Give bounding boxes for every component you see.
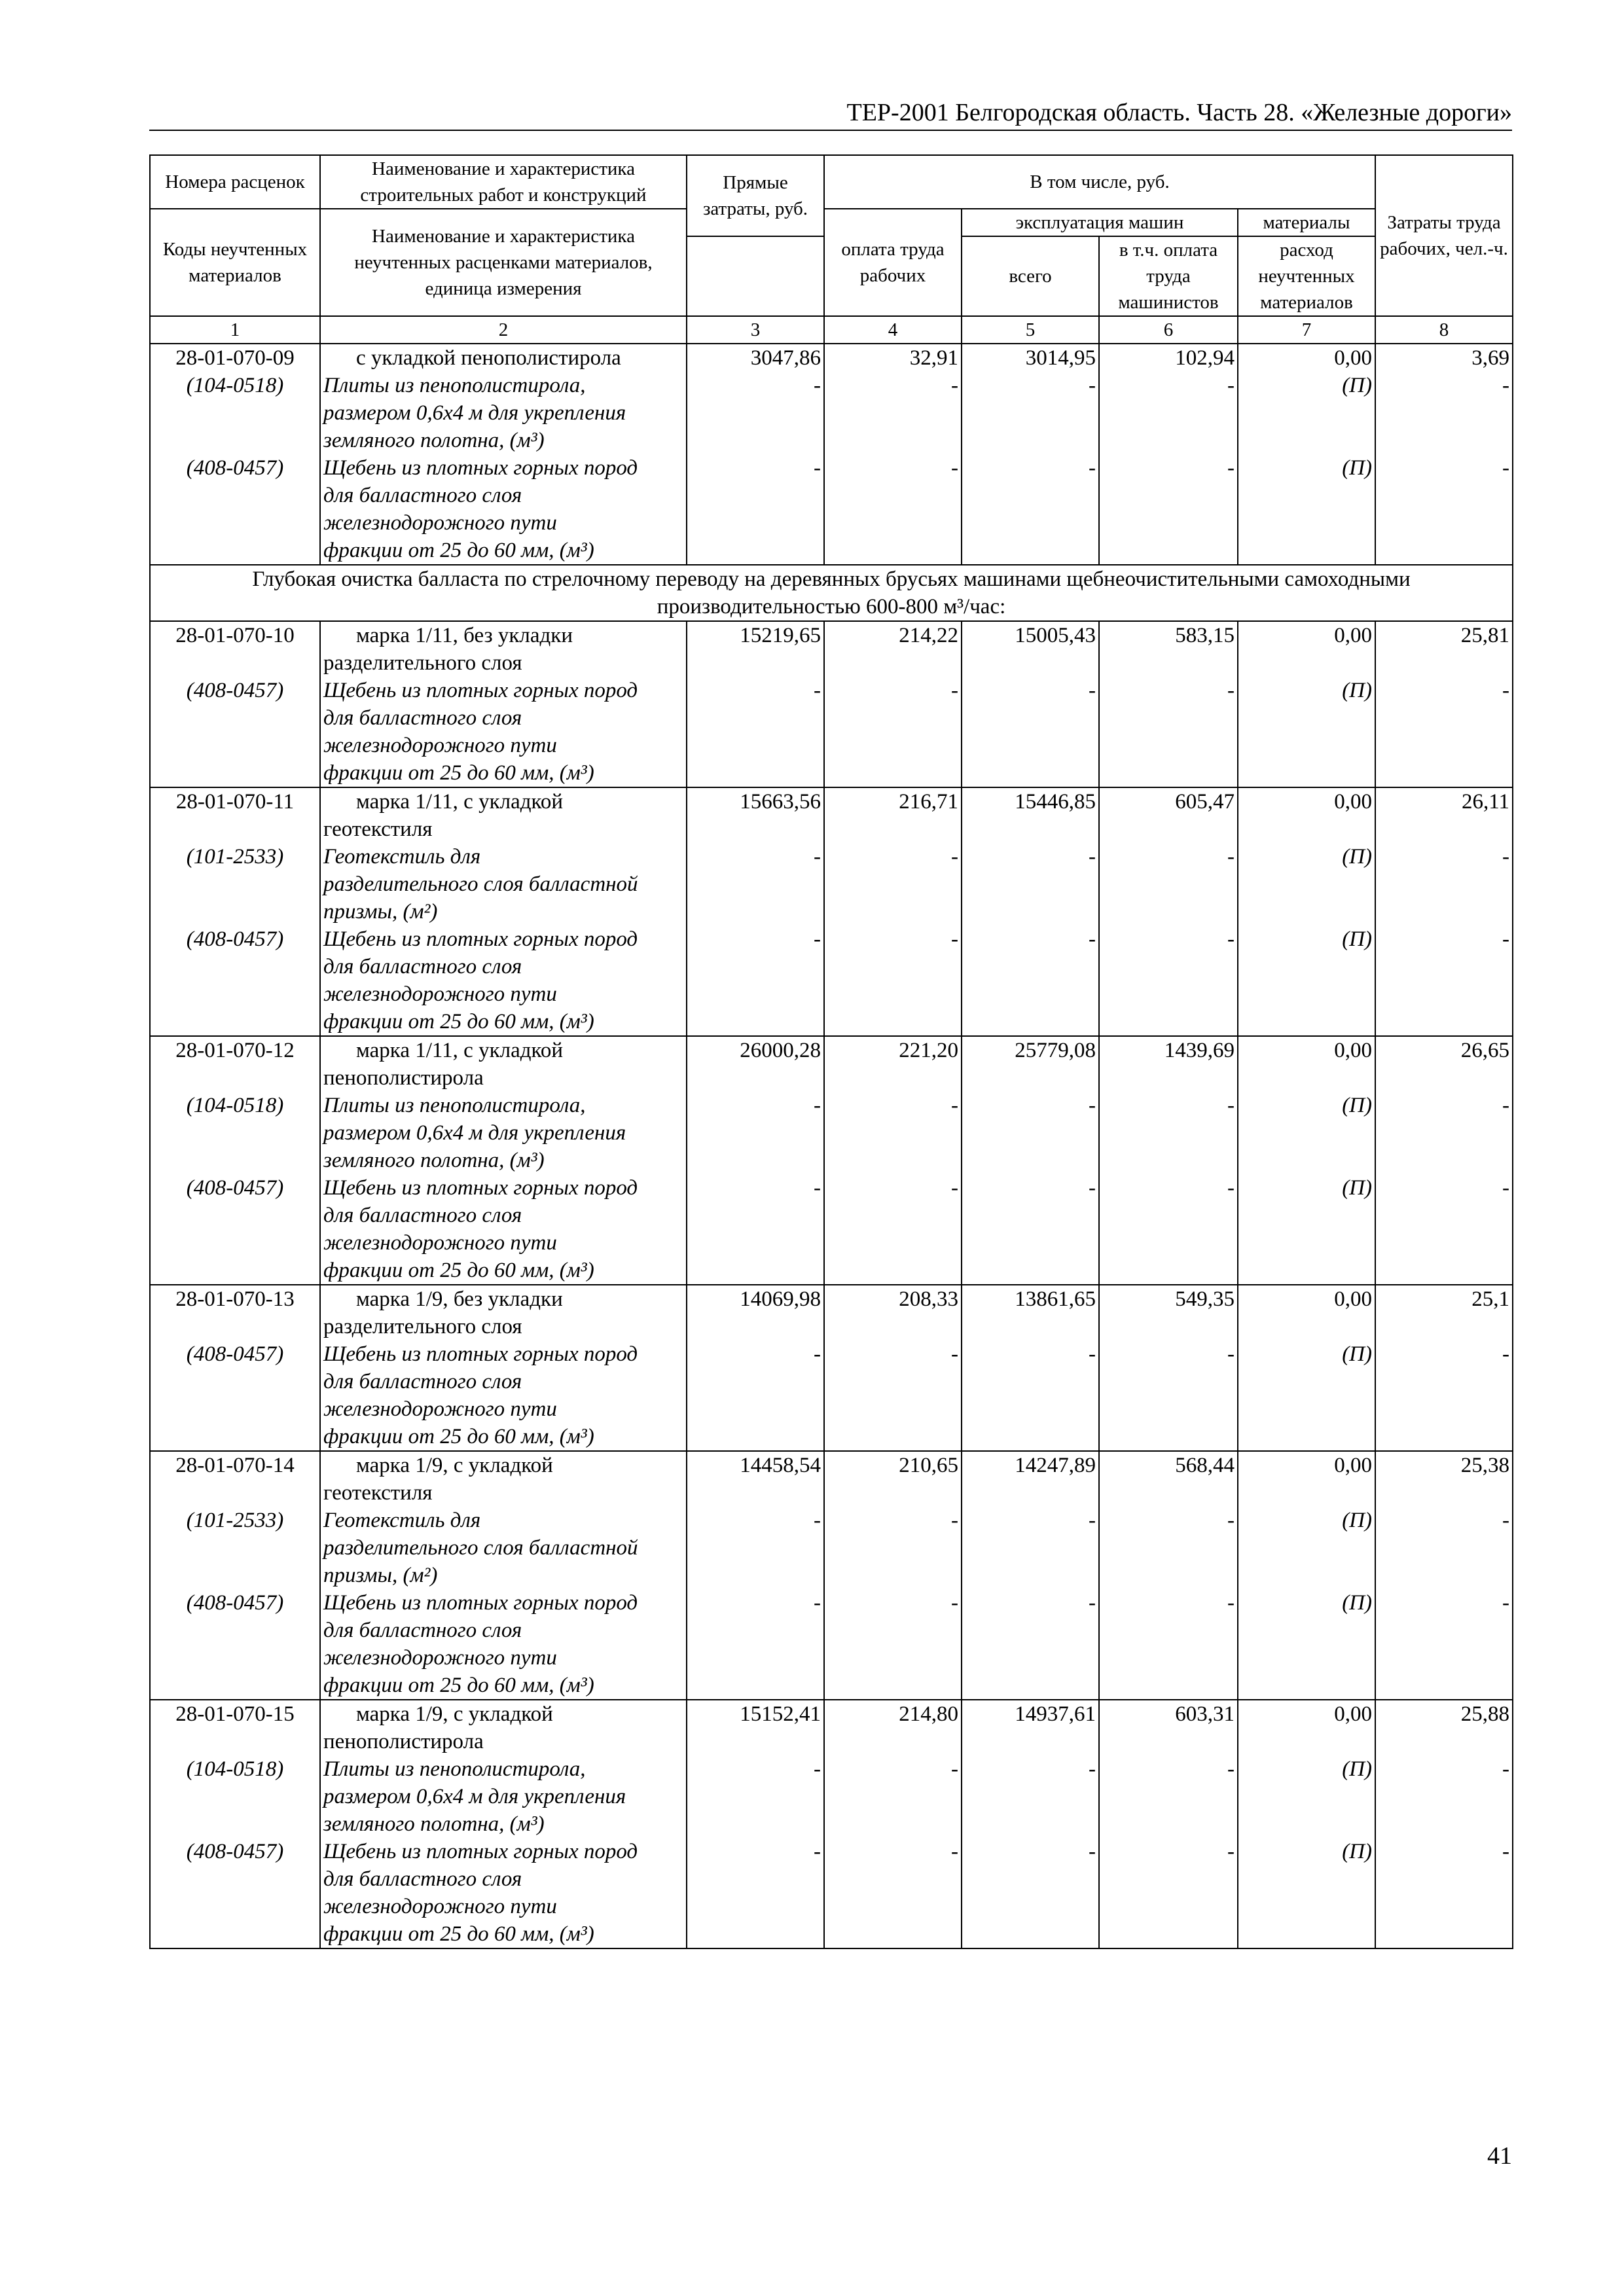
column-number: 4 [824, 316, 962, 344]
material-value: (П) [1342, 1840, 1372, 1863]
material-name-line: Щебень из плотных горных пород [323, 1840, 638, 1863]
rate-name-cell [320, 1036, 687, 1285]
material-value: - [1089, 1757, 1096, 1781]
material-name-line: призмы, (м²) [323, 900, 438, 924]
material-value: - [1502, 1342, 1509, 1366]
value-cell [1099, 621, 1238, 787]
material-name-line: Щебень из плотных горных пород [323, 456, 638, 480]
material-value: - [814, 679, 821, 702]
value-cell [824, 1036, 962, 1285]
page-number: 41 [1487, 2142, 1512, 2170]
material-name-line: железнодорожного пути [323, 734, 557, 757]
rates-in-section [150, 621, 1513, 1948]
value-cell [824, 1700, 962, 1948]
material-code: (104-0518) [186, 1094, 284, 1117]
material-value: (П) [1342, 1757, 1372, 1781]
rate-code-cell [150, 1700, 320, 1948]
rate-code-cell [150, 344, 320, 565]
material-value: - [1227, 1757, 1235, 1781]
material-value: - [1502, 1509, 1509, 1532]
rate-value: 13861,65 [1015, 1287, 1096, 1311]
material-value: - [814, 1176, 821, 1200]
rate-name-line: марка 1/11, с укладкой [356, 1039, 564, 1062]
material-value: - [1089, 374, 1096, 397]
header-material-name: Наименование и характеристика неучтенных расценками материалов, единица измерения [320, 209, 687, 316]
material-name-line: фракции от 25 до 60 мм, (м³) [323, 1674, 594, 1697]
rate-value: 0,00 [1334, 1702, 1372, 1726]
header-including: В том числе, руб. [824, 155, 1375, 209]
material-name-line: Щебень из плотных горных пород [323, 927, 638, 951]
material-code: (408-0457) [186, 456, 284, 480]
material-value: - [951, 1094, 958, 1117]
material-name-line: для балластного слоя [323, 484, 522, 507]
rate-name-line: марка 1/9, без укладки [356, 1287, 563, 1311]
material-value: - [814, 374, 821, 397]
material-value: - [814, 1342, 821, 1366]
section-title: Глубокая очистка балласта по стрелочному переводу на деревянных брусьях машинами щебнеочистительными самоходными производительностью 600-800 м³/час: [150, 565, 1513, 621]
value-cell [824, 787, 962, 1036]
material-name-line: разделительного слоя балластной [323, 1536, 638, 1560]
value-cell [1375, 344, 1513, 565]
material-value: - [1089, 1094, 1096, 1117]
material-value: - [951, 456, 958, 480]
rate-value: 25,88 [1460, 1702, 1509, 1726]
value-cell [1099, 1285, 1238, 1451]
material-name-line: фракции от 25 до 60 мм, (м³) [323, 1922, 594, 1946]
material-code: (408-0457) [186, 1591, 284, 1615]
rate-name-cell [320, 1451, 687, 1700]
material-value: - [1089, 1509, 1096, 1532]
value-cell [1238, 1700, 1375, 1948]
material-name-line: Геотекстиль для [323, 1509, 481, 1532]
table-head [150, 155, 1513, 344]
rate-value: 102,94 [1175, 346, 1235, 370]
rate-value: 216,71 [899, 790, 958, 814]
material-name-line: фракции от 25 до 60 мм, (м³) [323, 1259, 594, 1282]
rate-value: 15005,43 [1015, 624, 1096, 647]
material-name-line: призмы, (м²) [323, 1564, 438, 1587]
value-cell [1099, 787, 1238, 1036]
rate-value: 214,22 [899, 624, 958, 647]
value-cell [1099, 344, 1238, 565]
rate-value: 3047,86 [750, 346, 821, 370]
rate-value: 25,1 [1471, 1287, 1509, 1311]
header-materials-consumption: расход неучтенных материалов [1238, 236, 1375, 316]
material-value: - [1089, 927, 1096, 951]
rate-value: 568,44 [1175, 1454, 1235, 1477]
rate-value: 221,20 [899, 1039, 958, 1062]
material-code: (101-2533) [186, 845, 284, 869]
material-code: (104-0518) [186, 1757, 284, 1781]
rate-code: 28-01-070-11 [175, 790, 295, 814]
rate-name-line: разделительного слоя [323, 1315, 522, 1338]
material-value: - [951, 679, 958, 702]
material-name-line: Плиты из пенополистирола, [323, 1094, 586, 1117]
material-value: - [1227, 1342, 1235, 1366]
rate-row [150, 1451, 1513, 1700]
value-cell [962, 344, 1099, 565]
value-cell [962, 1285, 1099, 1451]
rate-value: 603,31 [1175, 1702, 1235, 1726]
material-name-line: железнодорожного пути [323, 1231, 557, 1255]
rate-value: 14069,98 [740, 1287, 821, 1311]
value-cell [962, 621, 1099, 787]
value-cell [687, 1036, 824, 1285]
rate-value: 26,11 [1461, 790, 1509, 814]
material-value: - [1227, 1509, 1235, 1532]
value-cell [1375, 787, 1513, 1036]
column-number: 1 [150, 316, 320, 344]
rate-value: 0,00 [1334, 1454, 1372, 1477]
rate-code-cell [150, 1451, 320, 1700]
rates-before-section [150, 344, 1513, 565]
value-cell [824, 621, 962, 787]
value-cell [1099, 1700, 1238, 1948]
value-cell [962, 787, 1099, 1036]
material-name-line: Плиты из пенополистирола, [323, 374, 586, 397]
page-header: ТЕР-2001 Белгородская область. Часть 28. «Железные дороги» [846, 99, 1512, 126]
rate-value: 26000,28 [740, 1039, 821, 1062]
material-code: (408-0457) [186, 1840, 284, 1863]
material-value: (П) [1342, 1509, 1372, 1532]
rates-table [149, 154, 1513, 1949]
material-name-line: размером 0,6х4 м для укрепления [323, 401, 626, 425]
column-numbers-row [150, 316, 1513, 344]
material-name-line: Плиты из пенополистирола, [323, 1757, 586, 1781]
rate-name-line: геотекстиля [323, 817, 433, 841]
column-number: 2 [320, 316, 687, 344]
value-cell [687, 344, 824, 565]
material-name-line: железнодорожного пути [323, 1646, 557, 1670]
material-name-line: фракции от 25 до 60 мм, (м³) [323, 1425, 594, 1448]
value-cell [1375, 1036, 1513, 1285]
material-value: (П) [1342, 1591, 1372, 1615]
material-value: - [1502, 1757, 1509, 1781]
rate-row [150, 1285, 1513, 1451]
material-value: - [814, 456, 821, 480]
value-cell [962, 1451, 1099, 1700]
rate-value: 0,00 [1334, 1039, 1372, 1062]
material-code: (408-0457) [186, 679, 284, 702]
rate-value: 15663,56 [740, 790, 821, 814]
header-labor-cost: Затраты труда рабочих, чел.-ч. [1375, 155, 1513, 316]
value-cell [1375, 1285, 1513, 1451]
value-cell [824, 344, 962, 565]
header-machinists-pay: в т.ч. оплата труда машинистов [1099, 236, 1238, 316]
column-number: 5 [962, 316, 1099, 344]
material-name-line: фракции от 25 до 60 мм, (м³) [323, 539, 594, 562]
value-cell [1238, 1036, 1375, 1285]
value-cell [1238, 787, 1375, 1036]
rate-code: 28-01-070-13 [175, 1287, 295, 1311]
material-value: (П) [1342, 927, 1372, 951]
rate-code-cell [150, 621, 320, 787]
value-cell [687, 1451, 824, 1700]
material-value: - [1502, 1176, 1509, 1200]
header-materials: материалы [1238, 209, 1375, 236]
material-value: - [951, 374, 958, 397]
rate-value: 0,00 [1334, 790, 1372, 814]
rate-code: 28-01-070-15 [175, 1702, 295, 1726]
column-number: 3 [687, 316, 824, 344]
header-machines-total: всего [962, 236, 1099, 316]
value-cell [824, 1451, 962, 1700]
value-cell [687, 1700, 824, 1948]
material-name-line: фракции от 25 до 60 мм, (м³) [323, 761, 594, 785]
rate-value: 605,47 [1175, 790, 1235, 814]
rate-row [150, 1036, 1513, 1285]
rate-name-cell [320, 787, 687, 1036]
material-value: - [814, 845, 821, 869]
material-name-line: Щебень из плотных горных пород [323, 1342, 638, 1366]
header-work-name: Наименование и характеристика строительных работ и конструкций [320, 155, 687, 209]
material-value: - [951, 927, 958, 951]
material-name-line: земляного полотна, (м³) [323, 1149, 545, 1172]
rate-value: 32,91 [909, 346, 958, 370]
rate-name-line: пенополистирола [323, 1066, 484, 1090]
material-name-line: Щебень из плотных горных пород [323, 1176, 638, 1200]
rate-value: 25779,08 [1015, 1039, 1096, 1062]
material-name-line: для балластного слоя [323, 1867, 522, 1891]
rate-value: 26,65 [1460, 1039, 1509, 1062]
material-name-line: размером 0,6х4 м для укрепления [323, 1785, 626, 1808]
rate-value: 214,80 [899, 1702, 958, 1726]
rate-name-line: разделительного слоя [323, 651, 522, 675]
header-rule [149, 130, 1512, 131]
rate-value: 15152,41 [740, 1702, 821, 1726]
material-value: - [1227, 1094, 1235, 1117]
material-value: - [1227, 1840, 1235, 1863]
rate-name-line: марка 1/9, с укладкой [356, 1702, 553, 1726]
value-cell [824, 1285, 962, 1451]
rate-value: 1439,69 [1164, 1039, 1235, 1062]
material-value: - [1089, 1840, 1096, 1863]
value-cell [687, 621, 824, 787]
material-value: - [1227, 1176, 1235, 1200]
rate-row [150, 1700, 1513, 1948]
material-name-line: для балластного слоя [323, 706, 522, 730]
rate-value: 3,69 [1471, 346, 1509, 370]
header-material-codes: Коды неучтенных материалов [150, 209, 320, 316]
material-name-line: разделительного слоя балластной [323, 872, 638, 896]
material-value: (П) [1342, 845, 1372, 869]
material-value: - [814, 1591, 821, 1615]
material-name-line: железнодорожного пути [323, 982, 557, 1006]
rate-value: 25,81 [1460, 624, 1509, 647]
rate-value: 208,33 [899, 1287, 958, 1311]
rate-code-cell [150, 1285, 320, 1451]
material-value: - [814, 1094, 821, 1117]
rate-value: 14937,61 [1015, 1702, 1096, 1726]
rate-row [150, 344, 1513, 565]
material-value: - [951, 845, 958, 869]
material-code: (408-0457) [186, 927, 284, 951]
value-cell [1375, 1700, 1513, 1948]
rate-value: 0,00 [1334, 1287, 1372, 1311]
rate-name-line: марка 1/9, с укладкой [356, 1454, 553, 1477]
rate-row [150, 787, 1513, 1036]
rate-name-cell [320, 344, 687, 565]
material-value: - [1227, 456, 1235, 480]
material-value: - [951, 1840, 958, 1863]
material-value: - [1502, 845, 1509, 869]
material-value: - [1089, 1342, 1096, 1366]
header-labor-pay: оплата труда рабочих [824, 209, 962, 316]
material-name-line: для балластного слоя [323, 1204, 522, 1227]
material-value: - [1089, 456, 1096, 480]
rate-value: 25,38 [1460, 1454, 1509, 1477]
value-cell [1238, 1285, 1375, 1451]
rate-name-cell [320, 1700, 687, 1948]
value-cell [687, 1285, 824, 1451]
rate-name-line: пенополистирола [323, 1730, 484, 1753]
rate-value: 549,35 [1175, 1287, 1235, 1311]
column-number: 6 [1099, 316, 1238, 344]
value-cell [1375, 1451, 1513, 1700]
material-value: - [1227, 1591, 1235, 1615]
material-value: - [1089, 1176, 1096, 1200]
rate-code: 28-01-070-09 [175, 346, 295, 370]
material-name-line: для балластного слоя [323, 955, 522, 978]
material-name-line: Геотекстиль для [323, 845, 481, 869]
rate-code-cell [150, 787, 320, 1036]
header-direct-costs: Прямые затраты, руб. [687, 155, 824, 236]
rate-value: 15446,85 [1015, 790, 1096, 814]
value-cell [1238, 621, 1375, 787]
material-value: - [1502, 679, 1509, 702]
material-name-line: железнодорожного пути [323, 511, 557, 535]
material-name-line: земляного полотна, (м³) [323, 1812, 545, 1836]
material-value: (П) [1342, 374, 1372, 397]
material-value: - [1089, 1591, 1096, 1615]
material-name-line: железнодорожного пути [323, 1397, 557, 1421]
material-value: - [951, 1342, 958, 1366]
value-cell [1238, 1451, 1375, 1700]
value-cell [1099, 1036, 1238, 1285]
section-header [150, 565, 1513, 621]
material-value: - [1502, 456, 1509, 480]
material-value: - [1502, 927, 1509, 951]
column-number: 7 [1238, 316, 1375, 344]
header-rate-numbers: Номера расценок [150, 155, 320, 209]
material-name-line: Щебень из плотных горных пород [323, 679, 638, 702]
value-cell [1099, 1451, 1238, 1700]
material-value: (П) [1342, 679, 1372, 702]
rate-name-cell [320, 621, 687, 787]
material-name-line: Щебень из плотных горных пород [323, 1591, 638, 1615]
material-name-line: земляного полотна, (м³) [323, 429, 545, 452]
material-name-line: для балластного слоя [323, 1370, 522, 1393]
material-value: - [1502, 374, 1509, 397]
value-cell [1375, 621, 1513, 787]
material-name-line: железнодорожного пути [323, 1895, 557, 1918]
material-value: - [1227, 374, 1235, 397]
value-cell [962, 1036, 1099, 1285]
rate-value: 14458,54 [740, 1454, 821, 1477]
rate-code: 28-01-070-14 [175, 1454, 295, 1477]
material-code: (104-0518) [186, 374, 284, 397]
material-value: - [951, 1591, 958, 1615]
rate-name-line: марка 1/11, с укладкой [356, 790, 564, 814]
material-value: (П) [1342, 1342, 1372, 1366]
material-name-line: для балластного слоя [323, 1619, 522, 1642]
rate-name-cell [320, 1285, 687, 1451]
rate-value: 210,65 [899, 1454, 958, 1477]
material-value: - [1089, 679, 1096, 702]
rate-row [150, 621, 1513, 787]
material-value: - [1502, 1591, 1509, 1615]
material-code: (408-0457) [186, 1342, 284, 1366]
material-code: (408-0457) [186, 1176, 284, 1200]
rate-name-line: с укладкой пенополистирола [356, 346, 621, 370]
value-cell [687, 787, 824, 1036]
material-value: - [814, 1757, 821, 1781]
material-value: - [1502, 1840, 1509, 1863]
material-value: - [1227, 927, 1235, 951]
material-value: - [814, 1509, 821, 1532]
rate-code: 28-01-070-10 [175, 624, 295, 647]
material-name-line: размером 0,6х4 м для укрепления [323, 1121, 626, 1145]
rate-code-cell [150, 1036, 320, 1285]
value-cell [962, 1700, 1099, 1948]
material-value: (П) [1342, 456, 1372, 480]
rate-name-line: геотекстиля [323, 1481, 433, 1505]
rate-value: 583,15 [1175, 624, 1235, 647]
rate-value: 0,00 [1334, 346, 1372, 370]
material-value: - [951, 1509, 958, 1532]
material-value: - [1502, 1094, 1509, 1117]
material-value: - [1227, 679, 1235, 702]
column-number: 8 [1375, 316, 1513, 344]
material-name-line: фракции от 25 до 60 мм, (м³) [323, 1010, 594, 1033]
material-value: - [814, 1840, 821, 1863]
material-value: - [951, 1176, 958, 1200]
material-value: - [1089, 845, 1096, 869]
rate-value: 14247,89 [1015, 1454, 1096, 1477]
rate-value: 15219,65 [740, 624, 821, 647]
material-value: (П) [1342, 1176, 1372, 1200]
material-code: (101-2533) [186, 1509, 284, 1532]
material-value: - [1227, 845, 1235, 869]
material-value: - [951, 1757, 958, 1781]
rate-code: 28-01-070-12 [175, 1039, 295, 1062]
material-value: (П) [1342, 1094, 1372, 1117]
rate-value: 0,00 [1334, 624, 1372, 647]
material-value: - [814, 927, 821, 951]
header-machines: эксплуатация машин [962, 209, 1238, 236]
rate-value: 3014,95 [1025, 346, 1096, 370]
value-cell [1238, 344, 1375, 565]
rate-name-line: марка 1/11, без укладки [356, 624, 573, 647]
